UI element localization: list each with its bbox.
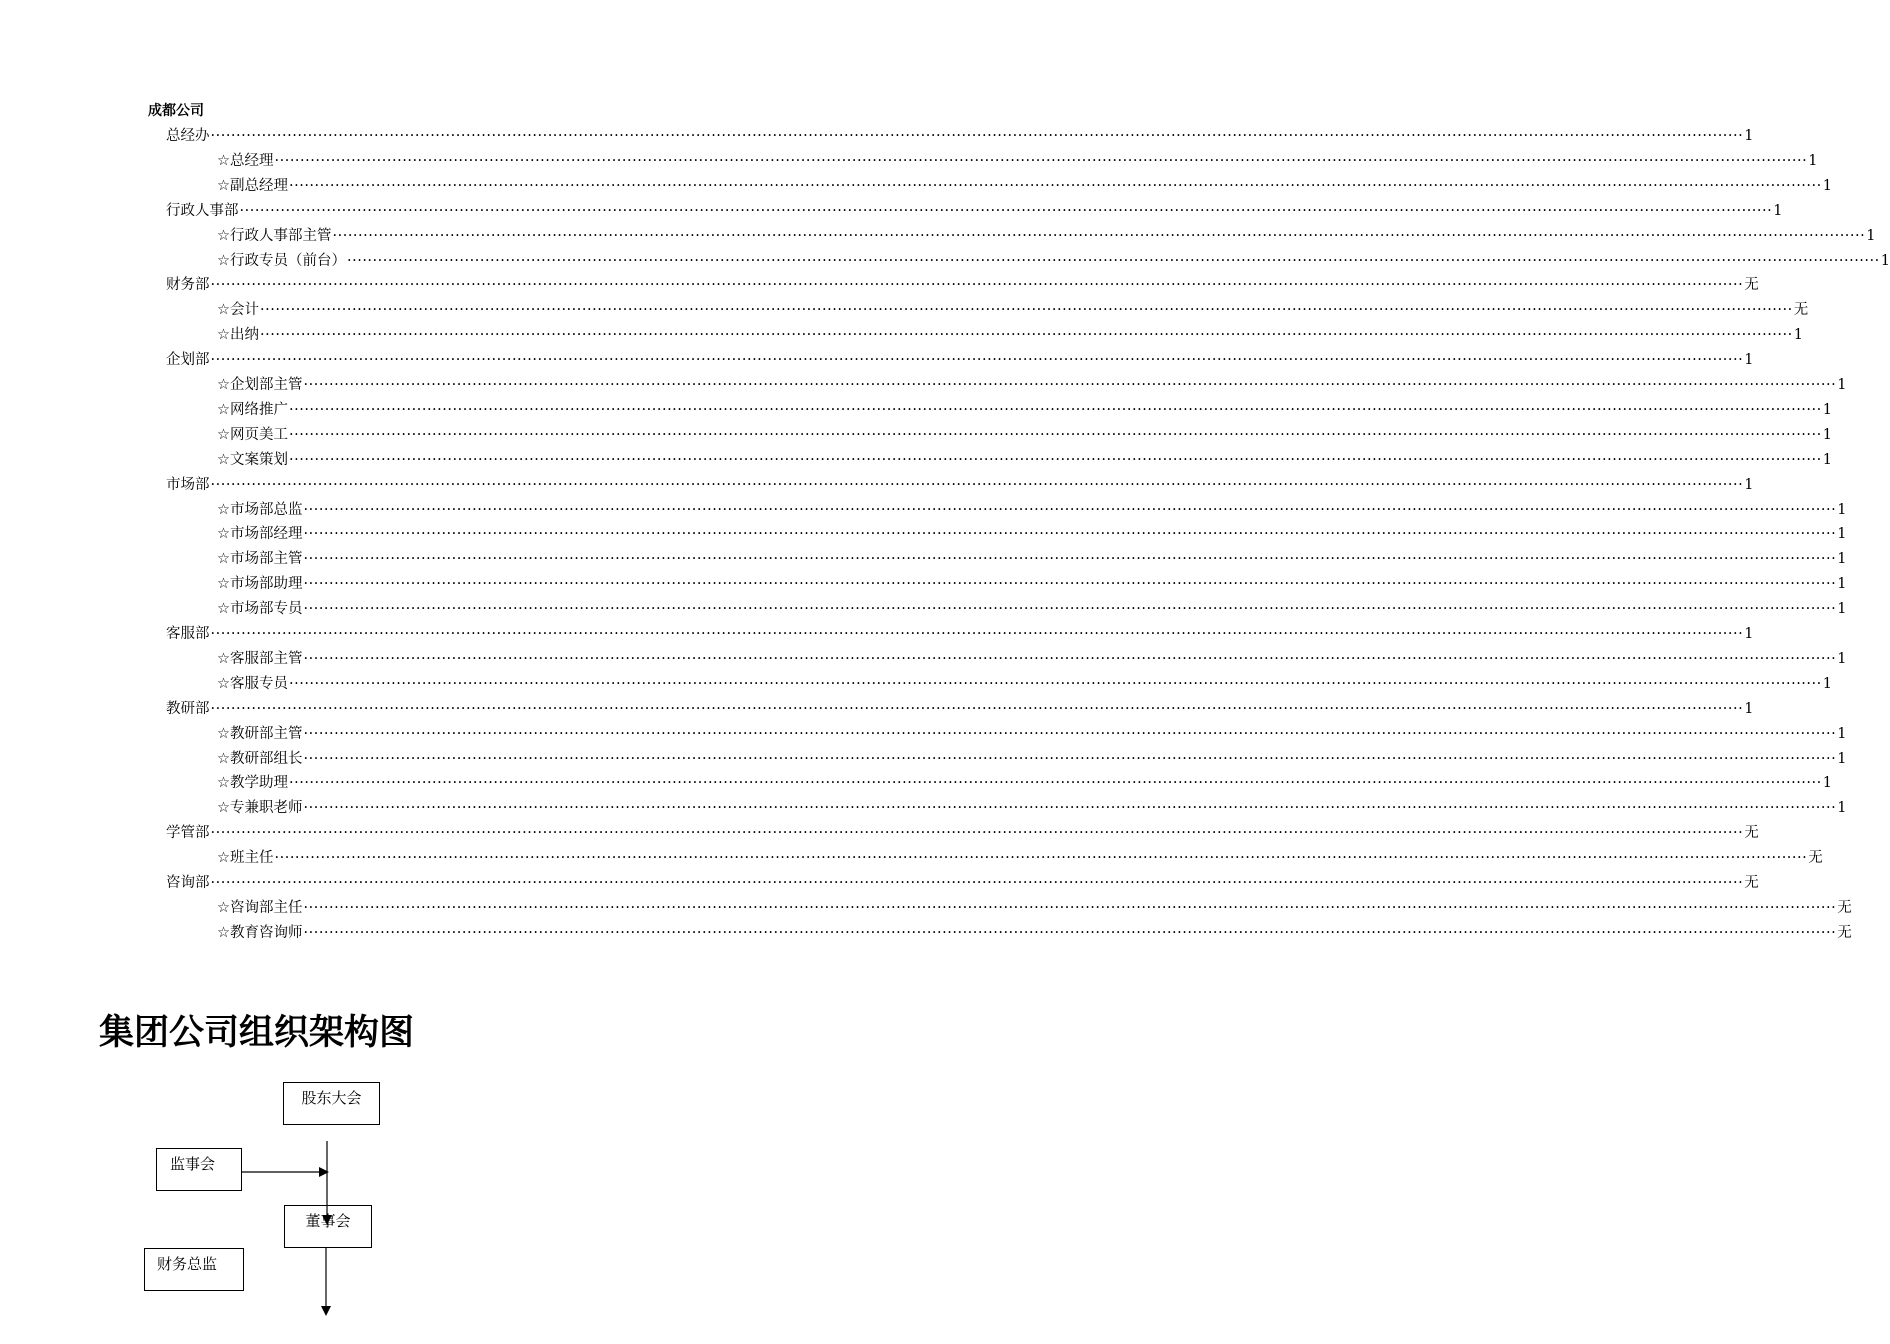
- toc-leader-dots: ············································································································································································································································································································: [303, 377, 1837, 393]
- toc-entry-label: 市场部: [166, 476, 210, 493]
- star-outline-icon: ☆: [217, 377, 230, 393]
- star-outline-icon: ☆: [217, 725, 230, 742]
- toc-leader-dots: ············································································································································································································································································································: [274, 850, 1808, 867]
- toc-entry: [217, 174, 1832, 199]
- toc-entry: [166, 348, 1754, 373]
- toc-entry-label: 总经理: [230, 152, 274, 169]
- toc-entry-count: 1: [1866, 227, 1876, 244]
- toc-leader-dots: ············································································································································································································································································································: [210, 626, 1744, 642]
- toc-leader-dots: ············································································································································································································································································································: [260, 302, 1793, 319]
- toc-entry: [166, 622, 1754, 647]
- toc-entry: [217, 224, 1876, 249]
- toc-leader-dots: ············································································································································································································································································································: [303, 601, 1837, 618]
- node-board: 董事会: [284, 1205, 372, 1248]
- toc-leader-dots: ············································································································································································································································································································: [210, 128, 1744, 144]
- toc-entry-label: 专兼职老师: [230, 800, 303, 817]
- toc-entry: [217, 722, 1847, 747]
- toc-leader-dots: ············································································································································································································································································································: [210, 875, 1744, 891]
- toc-leader-dots: ············································································································································································································································································································: [289, 675, 1822, 692]
- toc-entry-label: 教研部主管: [230, 725, 303, 742]
- star-outline-icon: ☆: [217, 800, 230, 817]
- star-outline-icon: ☆: [217, 601, 230, 618]
- toc-leader-dots: ············································································································································································································································································································: [210, 352, 1744, 369]
- toc-leader-dots: ············································································································································································································································································································: [332, 227, 1866, 244]
- toc-entry: [217, 672, 1832, 697]
- toc-entry: [217, 373, 1847, 398]
- toc-entry: [166, 821, 1759, 846]
- toc-entry-label: 总经办: [166, 128, 210, 144]
- toc-entry: [217, 572, 1847, 597]
- toc-entry-count: 1: [1837, 551, 1847, 568]
- toc-entry-count: 1: [1744, 352, 1754, 369]
- toc-entry-label: 网页美工: [230, 426, 288, 443]
- toc-entry: [217, 597, 1847, 622]
- toc-entry: [217, 647, 1847, 672]
- toc-entry-label: 企划部主管: [230, 377, 303, 393]
- toc-leader-dots: ············································································································································································································································································································: [303, 501, 1837, 518]
- toc-entry: [217, 921, 1852, 946]
- toc-entry-count: 1: [1822, 401, 1832, 418]
- toc-entry-count: 无: [1744, 875, 1759, 891]
- toc-entry: [217, 323, 1803, 348]
- toc-leader-dots: ············································································································································································································································································································: [260, 327, 1793, 344]
- toc-leader-dots: ············································································································································································································································································································: [303, 551, 1837, 568]
- toc-entry-count: 1: [1744, 626, 1754, 642]
- toc-entry-label: 咨询部主任: [230, 899, 303, 916]
- toc-entry: [217, 547, 1847, 572]
- toc-entry-label: 客服部: [166, 626, 210, 642]
- toc-entry-count: 无: [1744, 825, 1759, 842]
- toc-leader-dots: ············································································································································································································································································································: [303, 576, 1837, 593]
- star-outline-icon: ☆: [217, 327, 230, 344]
- toc-entry: [217, 448, 1832, 473]
- toc-entry-label: 教育咨询师: [230, 924, 303, 941]
- company-heading: 成都公司: [148, 103, 204, 119]
- toc-entry-count: 1: [1822, 451, 1832, 468]
- star-outline-icon: ☆: [217, 252, 230, 269]
- toc-entry-count: 1: [1822, 775, 1832, 792]
- toc-entry-label: 市场部主管: [230, 551, 303, 568]
- toc-leader-dots: ············································································································································································································································································································: [303, 650, 1837, 667]
- toc-entry-count: 1: [1837, 800, 1847, 817]
- toc-leader-dots: ············································································································································································································································································································: [303, 800, 1837, 817]
- toc-entry-label: 客服部主管: [230, 650, 303, 667]
- toc-leader-dots: ············································································································································································································································································································: [210, 476, 1744, 493]
- toc-leader-dots: ············································································································································································································································································································: [303, 924, 1837, 941]
- star-outline-icon: ☆: [217, 526, 230, 543]
- toc-entry-label: 文案策划: [230, 451, 288, 468]
- toc-leader-dots: ············································································································································································································································································································: [210, 277, 1744, 294]
- toc-entry-label: 企划部: [166, 352, 210, 369]
- star-outline-icon: ☆: [217, 750, 230, 767]
- star-outline-icon: ☆: [217, 152, 230, 169]
- toc-entry: [166, 473, 1754, 498]
- toc-entry-label: 教研部组长: [230, 750, 303, 767]
- toc-entry: [166, 124, 1754, 149]
- toc-entry-count: 无: [1744, 277, 1759, 294]
- toc-entry: [217, 398, 1832, 423]
- toc-leader-dots: ············································································································································································································································································································: [347, 252, 1880, 269]
- star-outline-icon: ☆: [217, 850, 230, 867]
- toc-entry: [217, 249, 1890, 274]
- toc-entry: [217, 747, 1847, 772]
- star-outline-icon: ☆: [217, 924, 230, 941]
- toc-entry-count: 无: [1793, 302, 1809, 319]
- toc-entry-label: 班主任: [230, 850, 274, 867]
- toc-entry-count: 1: [1744, 476, 1754, 493]
- toc-entry-label: 行政人事部主管: [230, 227, 332, 244]
- toc-leader-dots: ············································································································································································································································································································: [210, 700, 1744, 717]
- toc-entry-label: 市场部专员: [230, 601, 303, 618]
- star-outline-icon: ☆: [217, 501, 230, 518]
- star-outline-icon: ☆: [217, 302, 230, 319]
- toc-entry: [217, 796, 1847, 821]
- toc-entry: [217, 498, 1847, 523]
- toc-leader-dots: ············································································································································································································································································································: [289, 451, 1822, 468]
- section-title: 集团公司组织架构图: [99, 1013, 415, 1053]
- toc-entry-label: 行政专员（前台）: [230, 252, 346, 269]
- toc-entry-count: 1: [1837, 750, 1847, 767]
- toc-entry-label: 咨询部: [166, 875, 210, 891]
- toc-entry-label: 教研部: [166, 700, 210, 717]
- toc-entry: [217, 298, 1809, 323]
- star-outline-icon: ☆: [217, 227, 230, 244]
- toc-entry-count: 无: [1808, 850, 1823, 867]
- toc-leader-dots: ············································································································································································································································································································: [289, 775, 1822, 792]
- toc-leader-dots: ············································································································································································································································································································: [289, 426, 1822, 443]
- toc-entry-label: 副总经理: [230, 177, 288, 194]
- toc-entry-count: 1: [1744, 700, 1754, 717]
- toc-leader-dots: ············································································································································································································································································································: [289, 401, 1822, 418]
- toc-entry: [217, 423, 1832, 448]
- toc-entry-count: 无: [1837, 924, 1852, 941]
- toc-entry-label: 会计: [230, 302, 259, 319]
- star-outline-icon: ☆: [217, 576, 230, 593]
- toc-entry-label: 网络推广: [230, 401, 288, 418]
- toc-entry-count: 1: [1744, 128, 1754, 144]
- node-shareholders: 股东大会: [283, 1082, 380, 1125]
- toc-leader-dots: ············································································································································································································································································································: [289, 177, 1822, 194]
- toc-entry-count: 1: [1837, 576, 1847, 593]
- toc-entry: [166, 697, 1754, 722]
- toc-entry-label: 市场部助理: [230, 576, 303, 593]
- toc-entry-label: 学管部: [166, 825, 210, 842]
- star-outline-icon: ☆: [217, 899, 230, 916]
- toc-leader-dots: ············································································································································································································································································································: [239, 202, 1773, 219]
- toc-leader-dots: ············································································································································································································································································································: [274, 152, 1808, 169]
- toc-entry-label: 市场部总监: [230, 501, 303, 518]
- star-outline-icon: ☆: [217, 401, 230, 418]
- toc-entry-count: 1: [1837, 601, 1847, 618]
- toc-entry-count: 1: [1793, 327, 1803, 344]
- star-outline-icon: ☆: [217, 426, 230, 443]
- star-outline-icon: ☆: [217, 650, 230, 667]
- node-cfo: 财务总监: [144, 1248, 244, 1291]
- toc-entry: [166, 871, 1759, 896]
- star-outline-icon: ☆: [217, 775, 230, 792]
- toc-entry: [217, 896, 1852, 921]
- toc-entry-label: 教学助理: [230, 775, 288, 792]
- star-outline-icon: ☆: [217, 177, 230, 194]
- star-outline-icon: ☆: [217, 451, 230, 468]
- toc-entry: [166, 199, 1783, 224]
- toc-leader-dots: ············································································································································································································································································································: [303, 750, 1837, 767]
- toc-entry-count: 1: [1880, 252, 1890, 269]
- toc-entry: [217, 771, 1832, 796]
- toc-entry: [217, 846, 1823, 871]
- toc-entry: [217, 522, 1847, 547]
- star-outline-icon: ☆: [217, 551, 230, 568]
- node-supervisors: 监事会: [156, 1148, 242, 1191]
- toc-entry-count: 1: [1837, 501, 1847, 518]
- toc-entry-count: 1: [1822, 426, 1832, 443]
- toc-entry-count: 1: [1837, 725, 1847, 742]
- toc-entry-count: 1: [1822, 177, 1832, 194]
- toc-entry-count: 1: [1773, 202, 1783, 219]
- toc-entry-count: 1: [1837, 526, 1847, 543]
- toc-entry-label: 市场部经理: [230, 526, 303, 543]
- toc-entry-count: 1: [1837, 377, 1847, 393]
- toc-entry-count: 1: [1837, 650, 1847, 667]
- toc-entry: [217, 149, 1818, 174]
- toc-entry-count: 1: [1808, 152, 1818, 169]
- toc-leader-dots: ············································································································································································································································································································: [303, 725, 1837, 742]
- toc-leader-dots: ············································································································································································································································································································: [210, 825, 1744, 842]
- org-connectors: [0, 1070, 950, 1344]
- toc-entry-count: 无: [1837, 899, 1852, 916]
- toc-entry-label: 客服专员: [230, 675, 288, 692]
- toc-leader-dots: ············································································································································································································································································································: [303, 899, 1837, 916]
- toc-leader-dots: ············································································································································································································································································································: [303, 526, 1837, 543]
- toc-entry-label: 财务部: [166, 277, 210, 294]
- toc-entry: [166, 273, 1759, 298]
- toc-entry-count: 1: [1822, 675, 1832, 692]
- toc-entry-label: 行政人事部: [166, 202, 239, 219]
- star-outline-icon: ☆: [217, 675, 230, 692]
- toc-entry-label: 出纳: [230, 327, 259, 344]
